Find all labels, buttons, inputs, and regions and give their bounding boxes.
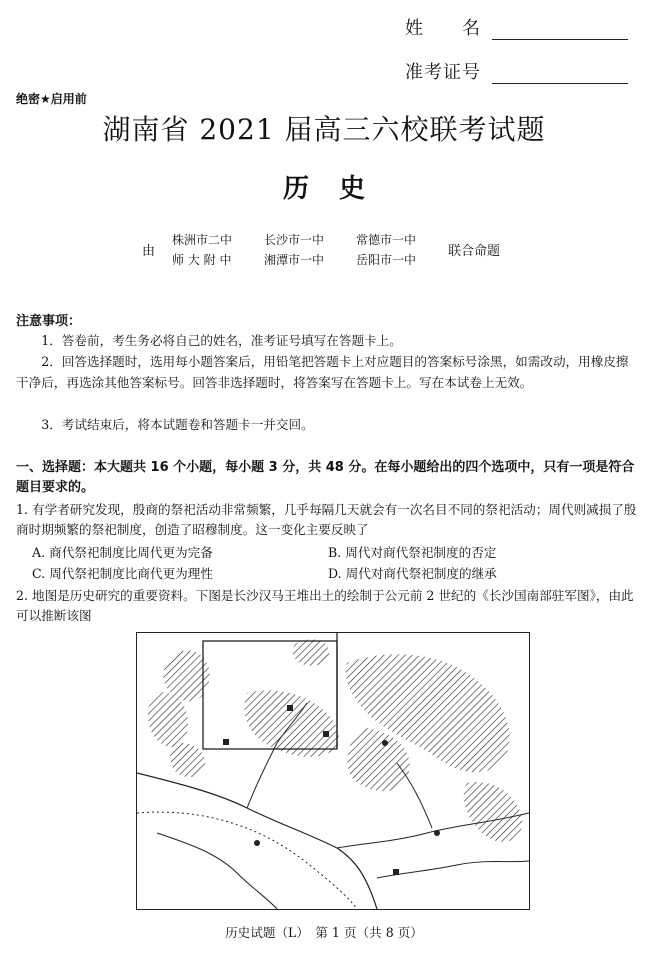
name-underline — [492, 19, 628, 40]
school-row-2 — [172, 250, 448, 270]
school-name: 岳阳市一中 — [356, 253, 417, 267]
subject-title: 历史 — [282, 174, 395, 204]
name-label: 姓 名 — [405, 18, 481, 39]
organizer-schools — [172, 230, 448, 270]
school-name: 常德市一中 — [356, 233, 417, 247]
school-name: 湘潭市一中 — [264, 253, 325, 267]
option-c: C. 周代祭祀制度比商代更为理性 — [32, 566, 213, 581]
question-stem: 2. 地图是历史研究的重要资料。下图是长沙汉马王堆出土的绘制于公元前 2 世纪的《长沙国南部驻军图》，由此可以推断该图 — [16, 588, 634, 623]
historical-map-drawing — [137, 633, 529, 909]
mountain-region — [148, 692, 188, 747]
exam-id-field — [405, 58, 628, 84]
notice-item: 3．考试结束后，将本试题卷和答题卡一并交回。 — [41, 417, 314, 432]
option-a: A. 商代祭祀制度比周代更为完备 — [32, 545, 213, 560]
page-footer: 历史试题（L） 第 1 页（共 8 页） — [225, 925, 423, 940]
notice-item: 1．答卷前，考生务必将自己的姓名，准考证号填写在答题卡上。 — [41, 333, 402, 348]
name-field — [405, 14, 628, 40]
mountain-region — [464, 782, 523, 842]
organizer-prefix: 由 — [142, 244, 156, 259]
school-name: 株洲市二中 — [172, 233, 233, 247]
question-stem: 1. 有学者研究发现，殷商的祭祀活动非常频繁，几乎每隔几天就会有一次名目不同的祭祀活动；周代则减损了殷商时期频繁的祭祀制度，创造了昭穆制度。这一变化主要反映了 — [16, 502, 637, 537]
section-heading: 一、选择题：本大题共 16 个小题，每小题 3 分，共 48 分。在每小题给出的四个选项中，只有一项是符合题目要求的。 — [16, 460, 635, 495]
mountain-region — [293, 639, 330, 665]
school-row-1 — [172, 230, 448, 250]
option-b: B. 周代对商代祭祀制度的否定 — [328, 545, 497, 560]
exam-id-label: 准考证号 — [405, 62, 481, 83]
school-name: 师 大 附 中 — [172, 253, 232, 267]
option-d: D. 周代对商代祭祀制度的继承 — [328, 566, 497, 581]
notice-item: 2．回答选择题时，选用每小题答案后，用铅笔把答题卡上对应题目的答案标号涂黑，如需改动，用橡皮擦干净后，再选涂其他答案标号。回答非选择题时，将答案写在答题卡上。写在本试卷上无效。 — [16, 354, 629, 390]
organizer-suffix: 联合命题 — [448, 244, 501, 259]
school-name: 长沙市一中 — [264, 233, 325, 247]
mountain-region — [170, 743, 205, 777]
notice-heading: 注意事项： — [16, 314, 82, 329]
exam-id-underline — [492, 63, 628, 84]
page-title: 湖南省 2021 届高三六校联考试题 — [102, 113, 546, 146]
mountain-region — [347, 728, 409, 791]
map-figure — [136, 632, 530, 910]
secret-label: 绝密★启用前 — [16, 92, 87, 106]
